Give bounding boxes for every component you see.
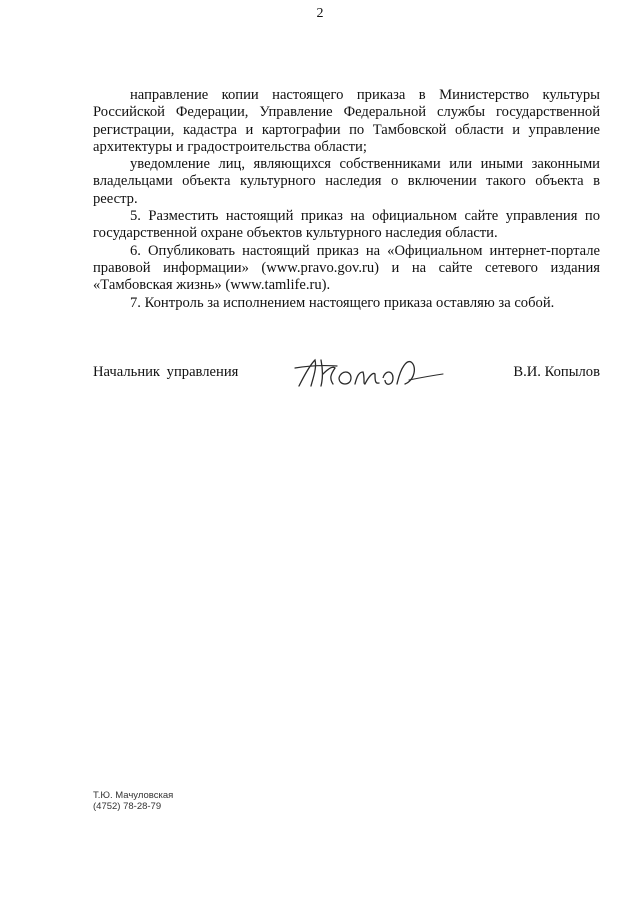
page-number: 2	[316, 6, 324, 21]
handwritten-signature	[293, 356, 453, 390]
paragraph-item-6: 6. Опубликовать настоящий приказ на «Официальном интернет-портале правовой информации» (www.pravo.gov.ru) и на сайте сетевого издания «Тамбовская жизнь» (www.tamlife.ru).	[93, 242, 600, 294]
executor-phone: (4752) 78-28-79	[93, 801, 162, 812]
paragraph-item-5: 5. Разместить настоящий приказ на официальном сайте управления по государственной охране объектов культурного наследия области.	[93, 208, 600, 242]
executor-info	[93, 790, 173, 812]
signer-name: В.И. Копылов	[513, 364, 600, 380]
signer-position: Начальник управления	[93, 364, 239, 380]
paragraph-copy-distribution: направление копии настоящего приказа в Министерство культуры Российской Федерации, Управление Федеральной службы государственной регистрации, кадастра и картографии по Тамбовской области и управление архитектуры и градостроительства области;	[93, 87, 600, 155]
paragraph-item-7: 7. Контроль за исполнением настоящего приказа оставляю за собой.	[130, 294, 555, 311]
executor-name: Т.Ю. Мачуловская	[93, 790, 174, 801]
signature-block	[93, 356, 600, 396]
document-body	[93, 87, 600, 312]
paragraph-owner-notification: уведомление лиц, являющихся собственниками или иными законными владельцами объекта культурного наследия о включении такого объекта в реестр.	[93, 156, 600, 207]
